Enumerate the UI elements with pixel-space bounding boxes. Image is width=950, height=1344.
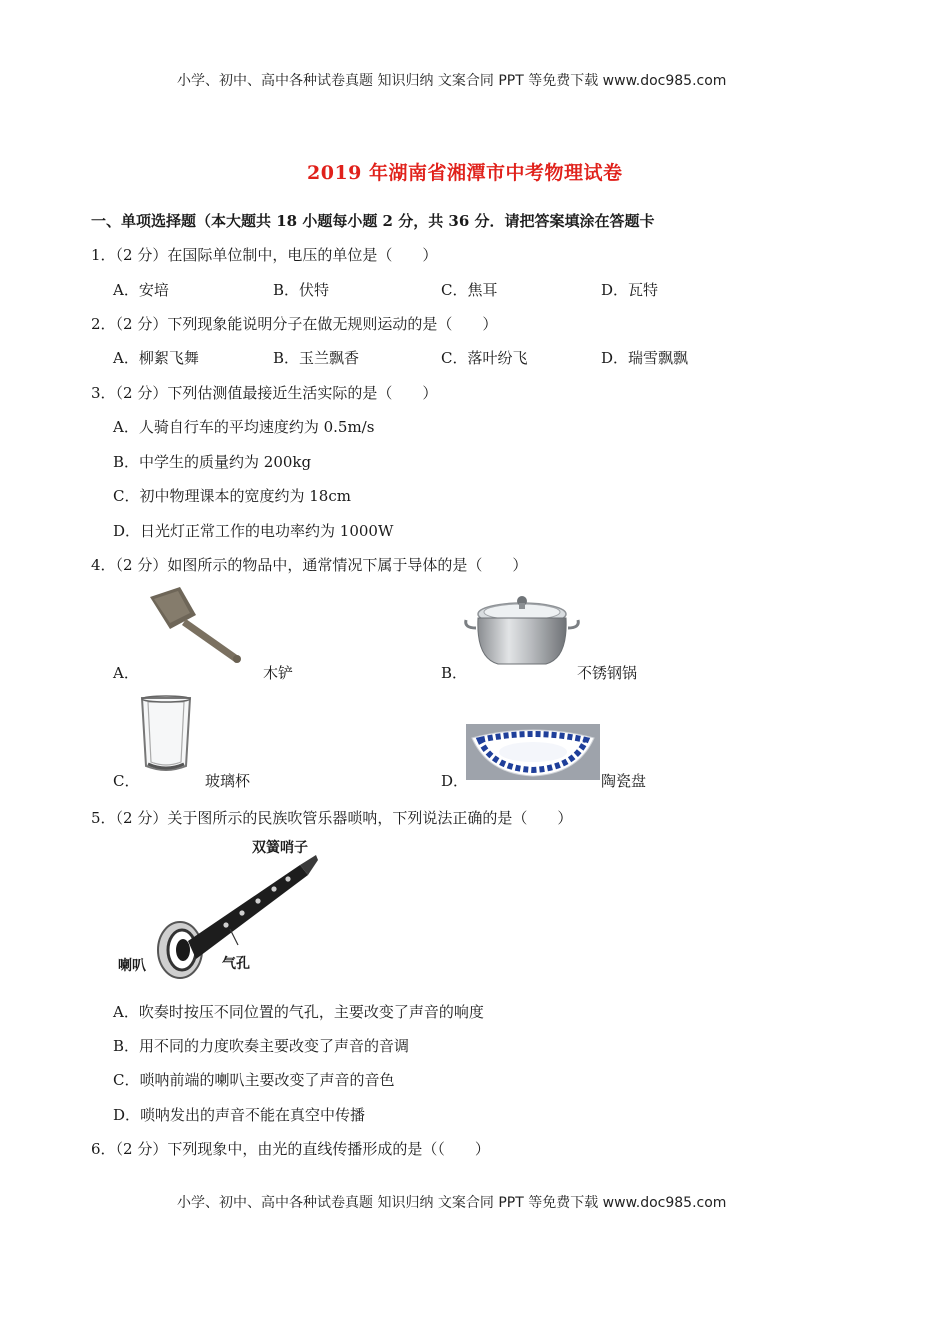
label-bell: 喇叭	[118, 958, 146, 974]
question-2-option-b: B．玉兰飘香	[273, 349, 360, 367]
page-title: 2019 年湖南省湘潭市中考物理试卷	[307, 162, 623, 184]
question-4-option-c-letter: C．	[113, 772, 140, 790]
question-2-option-a: A．柳絮飞舞	[113, 349, 199, 367]
question-4-option-c-name: 玻璃杯	[205, 772, 251, 790]
question-3-option-a: A．人骑自行车的平均速度约为 0.5m/s	[113, 418, 375, 436]
question-4-option-d-letter: D．	[441, 772, 469, 790]
question-2-option-d: D．瑞雪飘飘	[601, 349, 689, 367]
question-1-option-d: D．瓦特	[601, 281, 659, 299]
question-1-option-c: C．焦耳	[441, 281, 498, 299]
question-4-option-d-name: 陶瓷盘	[601, 772, 647, 790]
question-4-option-b-letter: B．	[441, 664, 468, 682]
question-1-stem: 1．（2 分）在国际单位制中，电压的单位是（ ）	[91, 246, 438, 264]
question-5-option-a: A．吹奏时按压不同位置的气孔，主要改变了声音的响度	[113, 1003, 484, 1021]
question-3-option-d: D．日光灯正常工作的电功率约为 1000W	[113, 522, 394, 540]
question-2-option-c: C．落叶纷飞	[441, 349, 528, 367]
question-4-option-a-letter: A．	[113, 664, 139, 682]
question-4-option-b-name: 不锈钢锅	[577, 664, 638, 682]
question-1-option-a: A．安培	[113, 281, 169, 299]
question-5-option-d: D．唢呐发出的声音不能在真空中传播	[113, 1106, 366, 1124]
question-4-stem: 4．（2 分）如图所示的物品中，通常情况下属于导体的是（ ）	[91, 556, 528, 574]
question-6-stem: 6．（2 分）下列现象中，由光的直线传播形成的是（（ ）	[91, 1140, 490, 1158]
wooden-spatula-image	[140, 585, 250, 665]
page-header: 小学、初中、高中各种试卷真题 知识归纳 文案合同 PPT 等免费下载 www.doc985.com	[177, 73, 727, 89]
question-3-option-b: B．中学生的质量约为 200kg	[113, 453, 312, 471]
question-4-option-a-name: 木铲	[263, 664, 294, 682]
question-3-option-c: C．初中物理课本的宽度约为 18cm	[113, 487, 351, 505]
ceramic-plate-image	[466, 724, 600, 780]
section-heading: 一、单项选择题（本大题共 18 小题每小题 2 分，共 36 分．请把答案填涂在答题卡	[91, 212, 655, 230]
question-1-option-b: B．伏特	[273, 281, 330, 299]
steel-pot-image	[462, 588, 582, 670]
question-3-stem: 3．（2 分）下列估测值最接近生活实际的是（ ）	[91, 384, 438, 402]
glass-cup-image	[136, 694, 196, 776]
label-air-hole: 气孔	[222, 956, 250, 972]
question-5-stem: 5．（2 分）关于图所示的民族吹管乐器唢呐，下列说法正确的是（ ）	[91, 809, 573, 827]
page-footer: 小学、初中、高中各种试卷真题 知识归纳 文案合同 PPT 等免费下载 www.doc985.com	[177, 1195, 727, 1211]
question-5-option-c: C．唢呐前端的喇叭主要改变了声音的音色	[113, 1071, 395, 1089]
question-2-stem: 2．（2 分）下列现象能说明分子在做无规则运动的是（ ）	[91, 315, 498, 333]
label-double-reed: 双簧哨子	[252, 840, 308, 856]
question-5-option-b: B．用不同的力度吹奏主要改变了声音的音调	[113, 1037, 410, 1055]
